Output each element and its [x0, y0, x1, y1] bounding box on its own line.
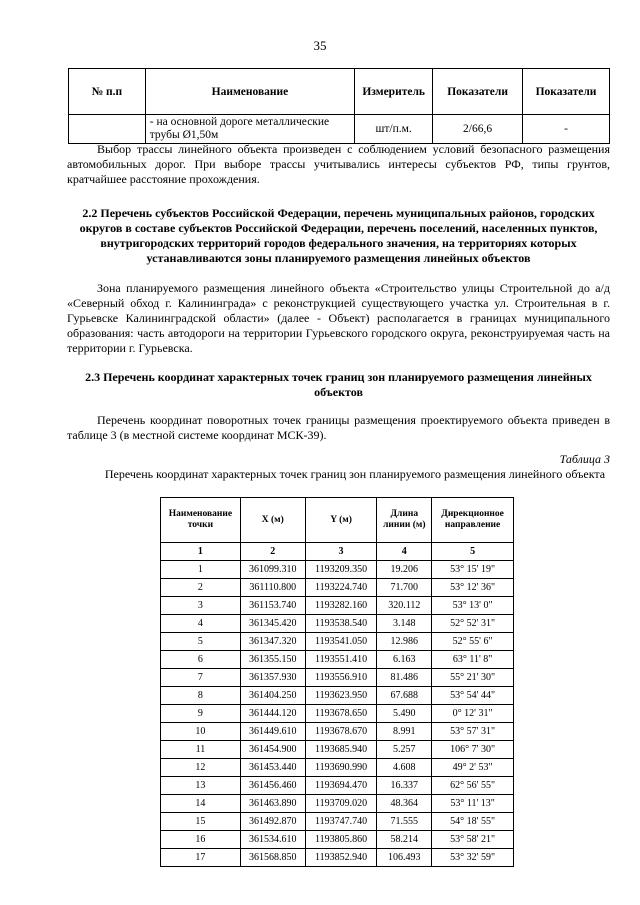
- table-cell: 1193538.540: [305, 615, 377, 633]
- table-cell: [69, 115, 146, 144]
- table-cell: 6.163: [377, 651, 432, 669]
- page-number: 35: [313, 38, 327, 53]
- paragraph: Зона планируемого размещения линейного объекта «Строительство улицы Строительной до а/д «Северный обход г. Калининграда» с реконструкцией существующего участка ул. Строительная в г. Гурьевске Калининградской области» (далее - Объект) располагается в границах муниципального образования: часть автодороги на территории Гурьевского городского округа, реконструируемая часть на территории г. Гурьевска.: [67, 281, 610, 355]
- table-cell: 52° 55' 6": [432, 633, 514, 651]
- table-row: [161, 705, 514, 723]
- indicators-table-header: [69, 69, 610, 115]
- table-cell: [145, 115, 354, 144]
- table-cell: 12.986: [377, 633, 432, 651]
- header-cell: Измеритель: [355, 69, 433, 115]
- table-cell: 67.688: [377, 687, 432, 705]
- table-cell: 361463.890: [240, 795, 305, 813]
- header-cell: Дирекционное направление: [432, 498, 514, 543]
- header-cell: Показатели: [433, 69, 523, 115]
- table-cell: 1193551.410: [305, 651, 377, 669]
- table-cell: 5: [161, 633, 241, 651]
- table-row: [161, 615, 514, 633]
- table-cell: 361568.850: [240, 849, 305, 867]
- table-cell: 1193282.160: [305, 597, 377, 615]
- header-cell: № п.п: [69, 69, 146, 115]
- coordinates-table: [160, 497, 514, 867]
- table-cell: 49° 2' 53": [432, 759, 514, 777]
- table-cell: 7: [161, 669, 241, 687]
- table-cell: 1193747.740: [305, 813, 377, 831]
- table-cell: 361449.610: [240, 723, 305, 741]
- table-cell: 53° 11' 13": [432, 795, 514, 813]
- coordinates-table-body: [161, 561, 514, 867]
- section-heading: 2.2 Перечень субъектов Российской Федерации, перечень муниципальных районов, городских округов в составе субъектов Российской Федерации, перечень поселений, населенных пунктов, внутригородских территорий городов федерального значения, на территориях которых устанавливаются зоны планируемого размещения линейных объектов: [79, 206, 598, 265]
- table-cell: 1193541.050: [305, 633, 377, 651]
- table-cell: 361345.420: [240, 615, 305, 633]
- table-cell: 4.608: [377, 759, 432, 777]
- table-cell: 53° 58' 21": [432, 831, 514, 849]
- table-cell: 53° 54' 44": [432, 687, 514, 705]
- table-row: [161, 723, 514, 741]
- table-cell: 14: [161, 795, 241, 813]
- table-row: [161, 849, 514, 867]
- table-cell: 63° 11' 8": [432, 651, 514, 669]
- table-cell: шт/п.м.: [355, 115, 433, 144]
- table-cell: 62° 56' 55": [432, 777, 514, 795]
- table-cell: 10: [161, 723, 241, 741]
- table-cell: 320.112: [377, 597, 432, 615]
- table-cell: 71.555: [377, 813, 432, 831]
- table-cell: 1193623.950: [305, 687, 377, 705]
- table-row: [161, 597, 514, 615]
- table-cell: 81.486: [377, 669, 432, 687]
- table-row: [161, 795, 514, 813]
- table-cell: 361453.440: [240, 759, 305, 777]
- table-cell: 53° 15' 19": [432, 561, 514, 579]
- table-cell: 1193556.910: [305, 669, 377, 687]
- table-cell: 53° 13' 0": [432, 597, 514, 615]
- table-cell: 19.206: [377, 561, 432, 579]
- table-row: [69, 115, 610, 144]
- table-cell: 9: [161, 705, 241, 723]
- table-cell: 12: [161, 759, 241, 777]
- column-number-row: [161, 543, 514, 561]
- table-cell: 11: [161, 741, 241, 759]
- table-cell: 58.214: [377, 831, 432, 849]
- table-cell: 16: [161, 831, 241, 849]
- header-cell: X (м): [240, 498, 305, 543]
- table-cell: 52° 52' 31": [432, 615, 514, 633]
- table-cell: 4: [161, 615, 241, 633]
- column-number: 5: [432, 543, 514, 561]
- table-row: [161, 579, 514, 597]
- table-row: [161, 741, 514, 759]
- table-cell: 1193678.670: [305, 723, 377, 741]
- table-cell: 6: [161, 651, 241, 669]
- table-cell: 361454.900: [240, 741, 305, 759]
- table-cell: 16.337: [377, 777, 432, 795]
- table-cell: 1193209.350: [305, 561, 377, 579]
- table-row: [161, 831, 514, 849]
- header-cell: Длина линии (м): [377, 498, 432, 543]
- table-cell: 1193805.860: [305, 831, 377, 849]
- table-cell: 361456.460: [240, 777, 305, 795]
- table-cell: 1193685.940: [305, 741, 377, 759]
- table-cell: 53° 32' 59": [432, 849, 514, 867]
- table-cell: 106.493: [377, 849, 432, 867]
- table-cell: 1193709.020: [305, 795, 377, 813]
- header-cell: Y (м): [305, 498, 377, 543]
- section-heading: 2.3 Перечень координат характерных точек границ зон планируемого размещения линейных объектов: [85, 370, 592, 399]
- table-cell: 361534.610: [240, 831, 305, 849]
- table-cell: -: [523, 115, 610, 144]
- table-cell: 1193678.650: [305, 705, 377, 723]
- name-line: - на основной дороге металлические: [149, 116, 330, 128]
- table-cell: 54° 18' 55": [432, 813, 514, 831]
- table-title: Перечень координат характерных точек границ зон планируемого размещения линейного объекта: [104, 467, 606, 481]
- table-cell: 361153.740: [240, 597, 305, 615]
- table-cell: 1193224.740: [305, 579, 377, 597]
- table-cell: 1193852.940: [305, 849, 377, 867]
- header-cell: Наименование точки: [161, 498, 241, 543]
- table-label: Таблица 3: [559, 452, 610, 466]
- table-cell: 8.991: [377, 723, 432, 741]
- table-cell: 361099.310: [240, 561, 305, 579]
- table-cell: 361347.320: [240, 633, 305, 651]
- table-cell: 3: [161, 597, 241, 615]
- column-number: 1: [161, 543, 241, 561]
- table-cell: 1193690.990: [305, 759, 377, 777]
- table-row: [161, 561, 514, 579]
- paragraph: Перечень координат поворотных точек границы размещения проектируемого объекта приведен в таблице 3 (в местной системе координат МСК-39).: [67, 413, 610, 442]
- table-cell: 5.490: [377, 705, 432, 723]
- table-cell: 2/66,6: [433, 115, 523, 144]
- table-cell: 106° 7' 30": [432, 741, 514, 759]
- column-number: 2: [240, 543, 305, 561]
- table-cell: 3.148: [377, 615, 432, 633]
- table-cell: 361355.150: [240, 651, 305, 669]
- table-cell: 361492.870: [240, 813, 305, 831]
- table-cell: 8: [161, 687, 241, 705]
- table-cell: 361404.250: [240, 687, 305, 705]
- table-row: [161, 759, 514, 777]
- column-number: 3: [305, 543, 377, 561]
- table-cell: 1193694.470: [305, 777, 377, 795]
- table-cell: 71.700: [377, 579, 432, 597]
- paragraph: Выбор трассы линейного объекта произведен с соблюдением условий безопасного размещения автомобильных дорог. При выборе трассы учитывались интересы субъектов РФ, типы грунтов, кратчайшее расстояние прохождения.: [67, 142, 610, 186]
- table-cell: 13: [161, 777, 241, 795]
- coordinates-table-header: [161, 498, 514, 543]
- table-cell: 361357.930: [240, 669, 305, 687]
- table-cell: 361444.120: [240, 705, 305, 723]
- table-cell: 53° 57' 31": [432, 723, 514, 741]
- table-cell: 5.257: [377, 741, 432, 759]
- table-row: [161, 687, 514, 705]
- table-row: [161, 651, 514, 669]
- name-line: трубы Ø1,50м: [149, 129, 219, 141]
- table-cell: 55° 21' 30": [432, 669, 514, 687]
- table-cell: 1: [161, 561, 241, 579]
- table-row: [161, 777, 514, 795]
- table-cell: 17: [161, 849, 241, 867]
- table-cell: 15: [161, 813, 241, 831]
- table-row: [161, 669, 514, 687]
- table-cell: 0° 12' 31": [432, 705, 514, 723]
- table-cell: 361110.800: [240, 579, 305, 597]
- table-cell: 48.364: [377, 795, 432, 813]
- indicators-table: [68, 68, 610, 144]
- table-row: [161, 813, 514, 831]
- header-cell: Наименование: [145, 69, 354, 115]
- column-number: 4: [377, 543, 432, 561]
- table-cell: 53° 12' 36": [432, 579, 514, 597]
- header-cell: Показатели: [523, 69, 610, 115]
- table-row: [161, 633, 514, 651]
- table-cell: 2: [161, 579, 241, 597]
